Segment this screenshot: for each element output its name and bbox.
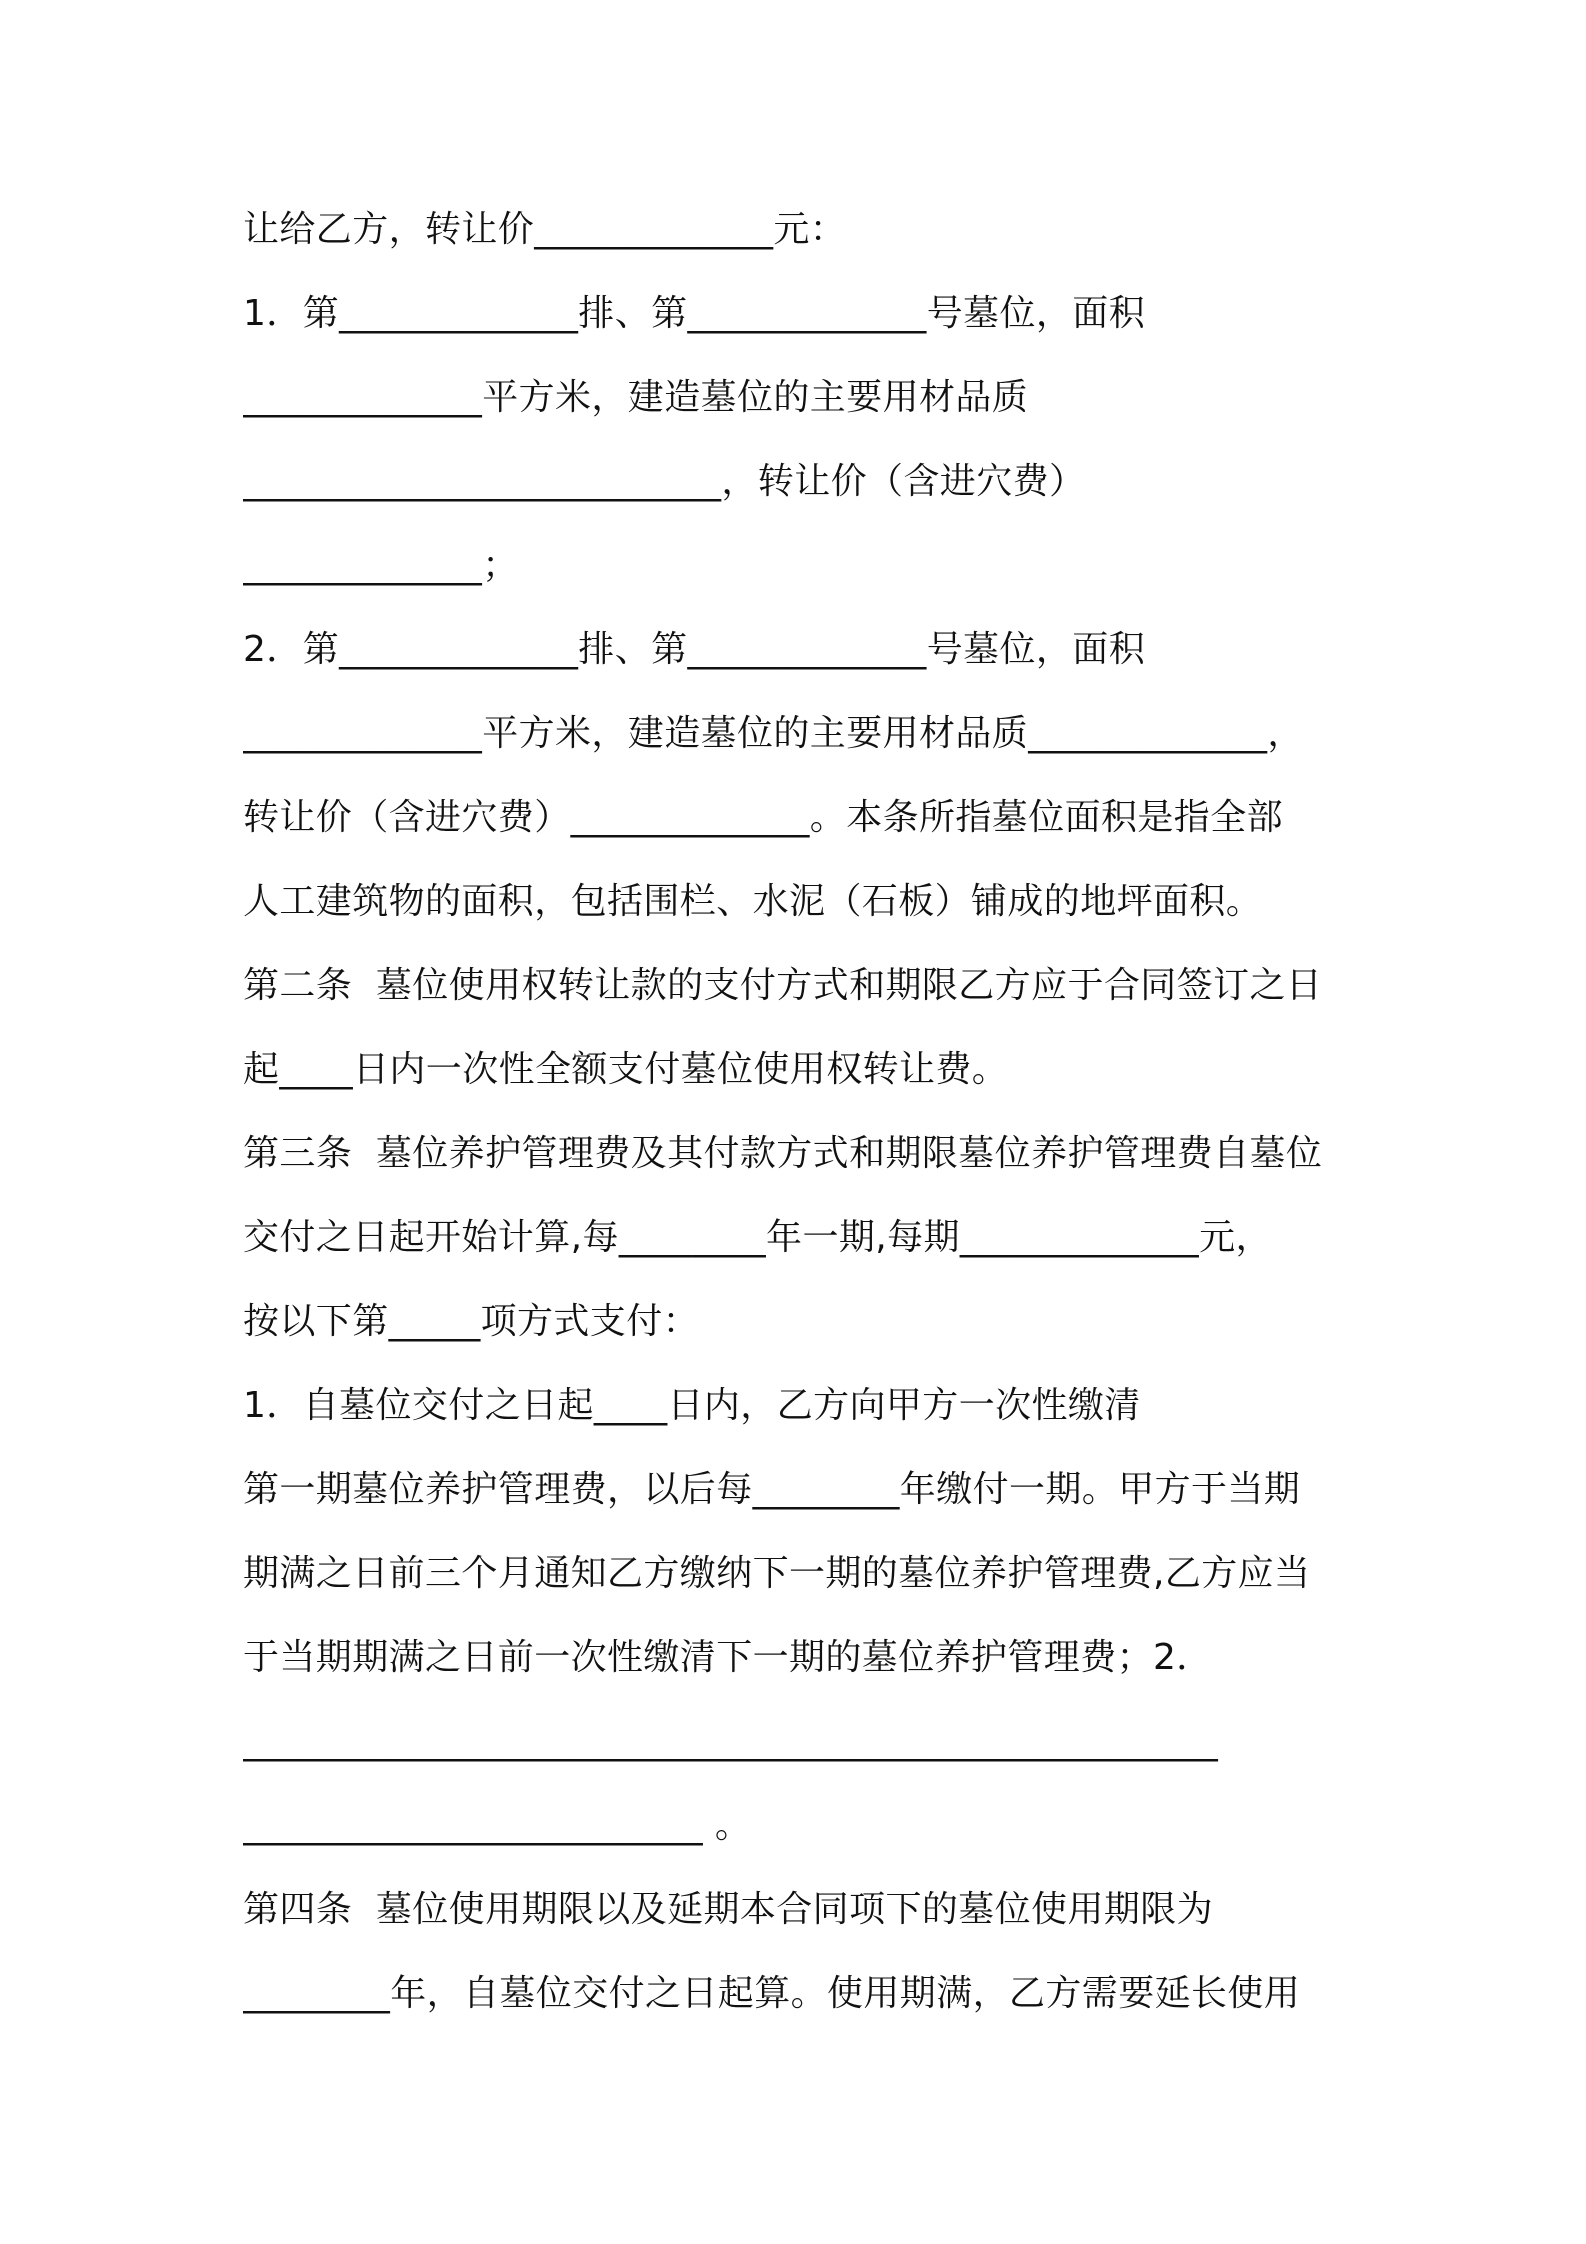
article-2-heading-line: 第二条 墓位使用权转让款的支付方式和期限乙方应于合同签订之日 [243,965,1323,1006]
text-line: 按以下第_____项方式支付： [243,1301,700,1342]
text-line: 于当期期满之日前一次性缴清下一期的墓位养护管理费；2． [243,1637,1213,1678]
text-line: 期满之日前三个月通知乙方缴纳下一期的墓位养护管理费,乙方应当 [243,1553,1311,1594]
text-line: 人工建筑物的面积，包括围栏、水泥（石板）铺成的地坪面积。 [243,881,1263,922]
text-line: 第一期墓位养护管理费，以后每________年缴付一期。甲方于当期 [243,1469,1301,1510]
blank-fill-line: _____________________________________________________ [243,1721,1219,1762]
blank-fill-line: _________________________ 。 [243,1805,752,1846]
text-line: 起____日内一次性全额支付墓位使用权转让费。 [243,1049,1009,1090]
text-line: _____________平方米，建造墓位的主要用材品质_____________， [243,713,1304,754]
text-line: 交付之日起开始计算,每________年一期,每期_____________元， [243,1217,1272,1258]
text-line: 1．第_____________排、第_____________号墓位，面积 [243,293,1146,334]
text-line: ________年，自墓位交付之日起算。使用期满，乙方需要延长使用 [243,1973,1301,2014]
text-line: 1．自墓位交付之日起____日内，乙方向甲方一次性缴清 [243,1385,1141,1426]
text-line: __________________________，转让价（含进穴费） [243,461,1086,502]
document-body [243,198,1353,2046]
text-line: 转让价（含进穴费）_____________。本条所指墓位面积是指全部 [243,797,1284,838]
text-line: 让给乙方，转让价_____________元： [243,209,847,250]
text-line: _____________； [243,545,519,586]
article-3-heading-line: 第三条 墓位养护管理费及其付款方式和期限墓位养护管理费自墓位 [243,1133,1323,1174]
text-line: _____________平方米，建造墓位的主要用材品质 [243,377,1029,418]
article-4-heading-line: 第四条 墓位使用期限以及延期本合同项下的墓位使用期限为 [243,1889,1214,1930]
text-line: 2．第_____________排、第_____________号墓位，面积 [243,629,1146,670]
